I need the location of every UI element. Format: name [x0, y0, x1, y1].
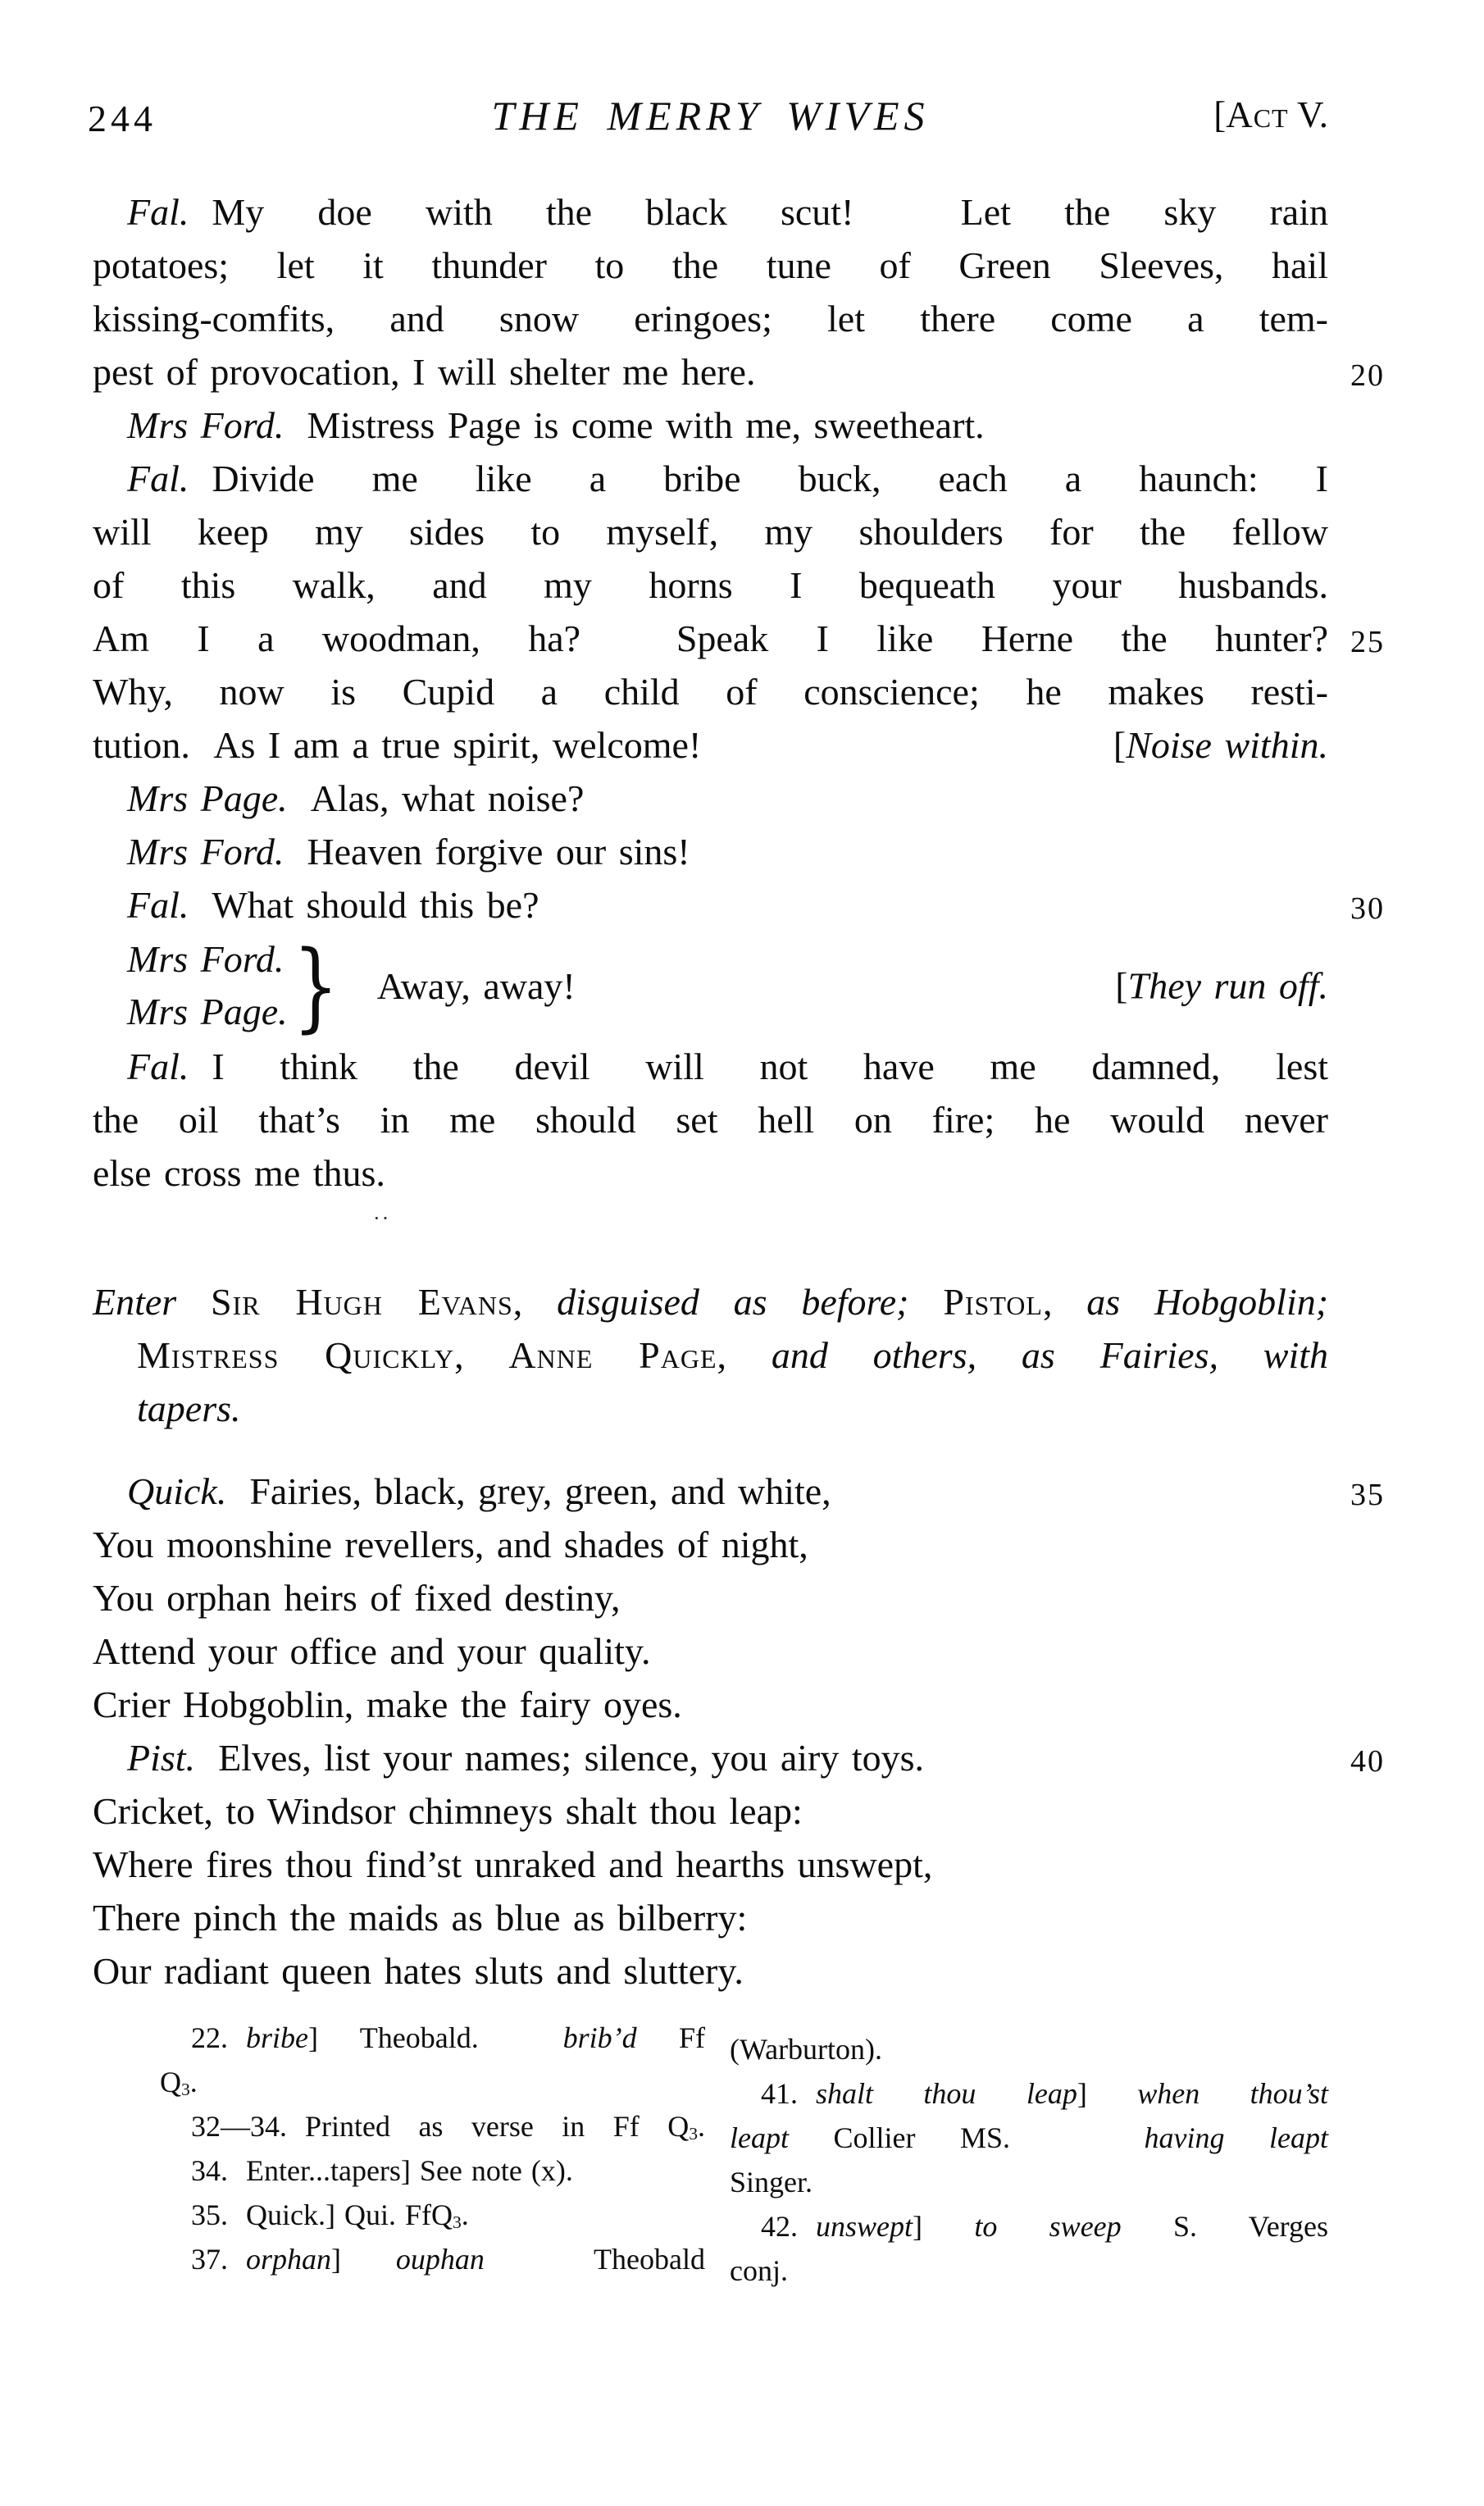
text-segment: Heaven forgive our sins!: [307, 831, 690, 873]
dialogue-text: Away, away!: [376, 964, 576, 1007]
text-segment: Divide me like a bribe buck, each a haunch: I: [212, 458, 1328, 499]
text-segment: tapers.: [137, 1387, 241, 1429]
text-segment: Attend your office and your quality.: [93, 1630, 651, 1672]
text-line: [730, 2027, 1328, 2071]
line-number: 25: [1350, 625, 1385, 659]
stage-direction: [1115, 959, 1328, 1013]
text-line: [160, 2060, 705, 2104]
text-segment: S. Verges: [1121, 2210, 1328, 2243]
text-segment: when thou’st: [1137, 2077, 1328, 2110]
text-line: [93, 1678, 1328, 1731]
text-segment: Collier MS.: [788, 2121, 1145, 2154]
text-segment: ,: [717, 1334, 772, 1376]
text-segment: the oil that’s in me should set hell on fire; he would never: [93, 1099, 1328, 1141]
text-segment: I think the devil will not have me damned, lest: [212, 1046, 1328, 1087]
text-segment: ,: [512, 1281, 558, 1323]
text-line: [93, 1731, 1385, 1784]
text-line: [93, 1891, 1328, 1944]
text-line: [160, 2237, 705, 2281]
character-name: Act: [1226, 94, 1289, 135]
text-line: [93, 1838, 1328, 1891]
brace-speakers: [93, 933, 288, 1038]
stage-direction: [1113, 718, 1328, 772]
text-segment: potatoes; let it thunder to the tune of Green Sleeves, hail: [93, 244, 1328, 286]
text-segment: brib’d: [562, 2021, 637, 2054]
line-number: 35: [1350, 1478, 1385, 1512]
text-line: [93, 718, 1328, 772]
text-segment: else cross me thus.: [93, 1152, 385, 1194]
character-name: Mistress Quickly: [137, 1334, 455, 1376]
page-number: 244: [88, 98, 157, 139]
text-segment: Elves, list your names; silence, you airy toys.: [218, 1737, 925, 1779]
note-number: 34.: [191, 2154, 228, 2187]
note-number: 22.: [191, 2021, 228, 2054]
text-segment: shalt thou leap: [816, 2077, 1077, 2110]
act-label: [1213, 93, 1328, 136]
text-line: [93, 1518, 1328, 1571]
speech-prefix: Fal.: [127, 458, 189, 499]
text-segment: 3: [689, 2124, 698, 2144]
text-segment: kissing-comfits, and snow eringoes; let there come a tem-: [93, 298, 1328, 339]
text-segment: conj.: [730, 2254, 788, 2287]
text-segment: Theobald: [484, 2243, 705, 2276]
note-number: 35.: [191, 2198, 228, 2231]
line-number: 40: [1350, 1744, 1385, 1779]
footnote-column-right: [730, 2027, 1328, 2293]
text-segment: .: [189, 2066, 198, 2098]
speech-prefix: Mrs Ford.: [127, 404, 285, 446]
text-segment: Enter: [93, 1281, 211, 1323]
speech-prefix: Fal.: [127, 191, 189, 233]
text-line: [730, 2116, 1328, 2160]
text-line: [730, 2071, 1328, 2116]
text-segment: having leapt: [1144, 2121, 1328, 2154]
text-segment: Our radiant queen hates sluts and sluttery.: [93, 1950, 744, 1992]
text-segment: ouphan: [395, 2243, 485, 2276]
text-line: [93, 1465, 1385, 1518]
text-segment: tution. As I am a true spirit, welcome!: [93, 724, 702, 766]
text-line: [93, 1146, 1328, 1200]
text-line: [93, 292, 1328, 345]
text-segment: Singer.: [730, 2166, 813, 2198]
text-line: [93, 239, 1328, 292]
text-segment: and others, as Fairies, with: [771, 1334, 1329, 1376]
speech-prefix: Quick.: [127, 1470, 227, 1512]
text-line: [93, 558, 1328, 612]
play-text: [93, 185, 1385, 1998]
brace-group: [93, 929, 1328, 1042]
text-segment: What should this be?: [212, 884, 539, 926]
text-line: [93, 1624, 1328, 1678]
line-number: 20: [1350, 358, 1385, 393]
text-segment: leapt: [730, 2121, 789, 2154]
text-line: [93, 345, 1385, 399]
text-segment: Quick.] Qui. FfQ: [246, 2198, 453, 2231]
line-number: 30: [1350, 891, 1385, 926]
text-segment: Why, now is Cupid a child of conscience; he makes resti-: [93, 671, 1328, 713]
text-segment: orphan: [246, 2243, 332, 2276]
text-segment: (Warburton).: [730, 2033, 883, 2066]
text-segment: [: [1115, 964, 1128, 1007]
text-line: [160, 2016, 705, 2060]
text-segment: as Hobgoblin;: [1086, 1281, 1329, 1323]
text-segment: Cricket, to Windsor chimneys shalt thou leap:: [93, 1790, 803, 1832]
text-segment: pest of provocation, I will shelter me here.: [93, 351, 756, 393]
text-segment: disguised as before;: [557, 1281, 909, 1323]
footnotes: [160, 2016, 1328, 2293]
text-segment: of this walk, and my horns I bequeath your husbands.: [93, 564, 1328, 606]
text-segment: Noise within.: [1126, 724, 1328, 766]
text-line: [160, 2193, 705, 2237]
text-segment: Am I a woodman, ha? Speak I like Herne the hunter?: [93, 617, 1328, 659]
running-title: THE MERRY WIVES: [491, 93, 930, 139]
text-segment: Printed as verse in Ff Q: [305, 2110, 690, 2143]
text-line: [93, 612, 1385, 665]
speech-prefix: Mrs Page.: [127, 991, 288, 1032]
speech-prefix: Mrs Ford.: [127, 831, 285, 873]
note-number: 37.: [191, 2243, 228, 2276]
text-line: [93, 878, 1385, 932]
text-line: [730, 2249, 1328, 2293]
text-segment: Mistress Page is come with me, sweetheart.: [307, 404, 985, 446]
text-segment: [908, 1281, 943, 1323]
text-segment: Fairies, black, grey, green, and white,: [249, 1470, 831, 1512]
text-line: [730, 2204, 1328, 2249]
text-line: [93, 1382, 1328, 1435]
text-line: [93, 505, 1328, 558]
text-segment: ]: [913, 2210, 975, 2243]
text-line: [93, 665, 1328, 718]
text-line: [93, 1093, 1328, 1146]
text-segment: ,: [1042, 1281, 1087, 1323]
note-number: 32—34.: [191, 2110, 287, 2143]
text-segment: 3: [181, 2080, 190, 2100]
text-segment: My doe with the black scut! Let the sky rain: [212, 191, 1328, 233]
text-segment: Enter...tapers] See note (x).: [246, 2154, 573, 2187]
text-line: [93, 1944, 1328, 1998]
text-segment: ,: [454, 1334, 509, 1376]
note-number: 42.: [761, 2210, 798, 2243]
text-line: [93, 399, 1328, 452]
character-name: Sir Hugh Evans: [210, 1281, 513, 1323]
text-segment: You moonshine revellers, and shades of night,: [93, 1524, 808, 1565]
speech-prefix: Fal.: [127, 884, 189, 926]
text-line: [93, 772, 1328, 825]
text-segment: .: [461, 2198, 469, 2231]
note-number: 41.: [761, 2077, 798, 2110]
speech-prefix: Pist.: [127, 1737, 196, 1779]
text-segment: ]: [331, 2243, 396, 2276]
speech-prefix: Mrs Ford.: [127, 938, 285, 980]
text-line: [93, 1571, 1328, 1624]
text-line: [93, 452, 1328, 505]
text-line: [93, 1275, 1328, 1328]
text-segment: ] Theobald.: [308, 2021, 563, 2054]
text-segment: will keep my sides to myself, my shoulders for the fellow: [93, 511, 1328, 553]
character-name: Pistol: [943, 1281, 1043, 1323]
text-segment: Q: [160, 2066, 181, 2098]
speech-prefix: Mrs Page.: [127, 777, 288, 819]
text-segment: 3: [452, 2212, 462, 2233]
character-name: Anne Page: [508, 1334, 717, 1376]
footnote-column-left: [160, 2016, 705, 2293]
text-line: [160, 2148, 705, 2193]
text-line: [160, 2104, 705, 2148]
text-segment: They run off.: [1127, 964, 1328, 1007]
text-line: [93, 185, 1328, 239]
text-segment: unswept: [816, 2210, 913, 2243]
text-segment: [: [1113, 724, 1127, 766]
text-segment: Ff: [636, 2021, 705, 2054]
running-header: [88, 92, 1328, 149]
text-segment: to sweep: [974, 2210, 1122, 2243]
text-segment: You orphan heirs of fixed destiny,: [93, 1577, 621, 1619]
text-line: [730, 2160, 1328, 2204]
text-line: [93, 1328, 1328, 1382]
text-segment: ]: [1077, 2077, 1138, 2110]
text-line: [93, 1040, 1328, 1093]
printers-mark: ··: [373, 1206, 391, 1230]
text-segment: .: [698, 2110, 705, 2143]
text-segment: Where fires thou find’st unraked and hearths unswept,: [93, 1843, 933, 1885]
text-segment: There pinch the maids as blue as bilberry:: [93, 1897, 748, 1939]
brace-glyph: }: [292, 929, 339, 1042]
speech-prefix: Fal.: [127, 1046, 189, 1087]
text-segment: bribe: [246, 2021, 308, 2054]
text-segment: [: [1213, 94, 1227, 135]
text-segment: Alas, what noise?: [310, 777, 585, 819]
text-segment: Crier Hobgoblin, make the fairy oyes.: [93, 1684, 682, 1725]
text-segment: V.: [1288, 94, 1328, 135]
text-line: [93, 825, 1328, 878]
text-line: [93, 1784, 1328, 1838]
